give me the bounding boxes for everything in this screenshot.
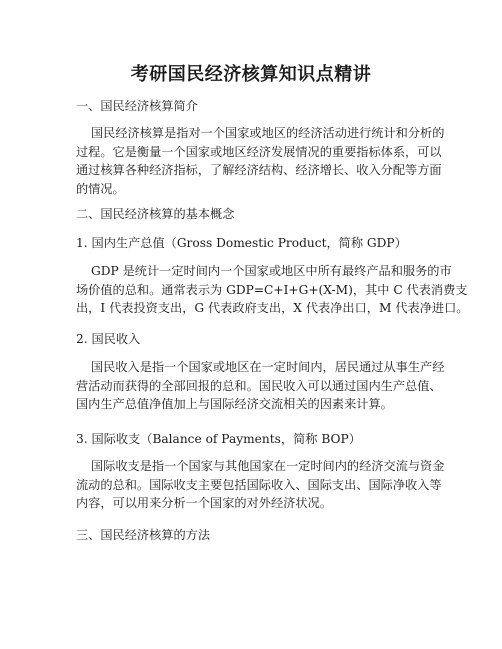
paragraph-line: 营活动而获得的全部回报的总和。国民收入可以通过国内生产总值、 [76, 378, 442, 393]
paragraph-line: 流动的总和。国际收支主要包括国际收入、国际支出、国际净收入等 [76, 477, 442, 492]
paragraph-line: GDP 是统计一定时间内一个国家或地区中所有最终产品和服务的市 [91, 264, 452, 278]
item-gdp-paragraph [76, 262, 469, 318]
section-heading-methods: 三、国民经济核算的方法 [76, 528, 211, 542]
item-bop-paragraph [76, 457, 446, 513]
section-heading-concepts: 二、国民经济核算的基本概念 [76, 207, 235, 221]
item-national-income-paragraph [76, 358, 446, 414]
item-title-national-income: 2. 国民收入 [76, 332, 141, 346]
item-title-gdp: 1. 国内生产总值（Gross Domestic Product，简称 GDP） [76, 236, 407, 250]
paragraph-line: 场价值的总和。通常表示为 GDP=C+I+G+(X-M)，其中 C 代表消费支 [76, 282, 468, 297]
document-title: 考研国民经济核算知识点精讲 [130, 64, 372, 85]
paragraph-line: 出，I 代表投资支出，G 代表政府支出，X 代表净出口，M 代表净进口。 [76, 301, 469, 315]
paragraph-line: 通过核算各种经济指标，了解经济结构、经济增长、收入分配等方面 [76, 163, 442, 177]
paragraph-line: 国民经济核算是指对一个国家或地区的经济活动进行统计和分析的 [91, 126, 445, 140]
paragraph-line: 国内生产总值净值加上与国际经济交流相关的因素来计算。 [76, 397, 393, 411]
section-heading-intro: 一、国民经济核算简介 [76, 99, 198, 113]
paragraph-line: 的情况。 [76, 181, 125, 196]
paragraph-line: 国际收支是指一个国家与其他国家在一定时间内的经济交流与资金 [91, 459, 445, 473]
paragraph-line: 国民收入是指一个国家或地区在一定时间内，居民通过从事生产经 [91, 360, 445, 374]
item-title-bop: 3. 国际收支（Balance of Payments，简称 BOP） [76, 432, 361, 446]
paragraph-line: 内容，可以用来分析一个国家的对外经济状况。 [76, 496, 332, 510]
section-intro-paragraph [76, 124, 446, 198]
paragraph-line: 过程。它是衡量一个国家或地区经济发展情况的重要指标体系，可以 [76, 144, 442, 159]
